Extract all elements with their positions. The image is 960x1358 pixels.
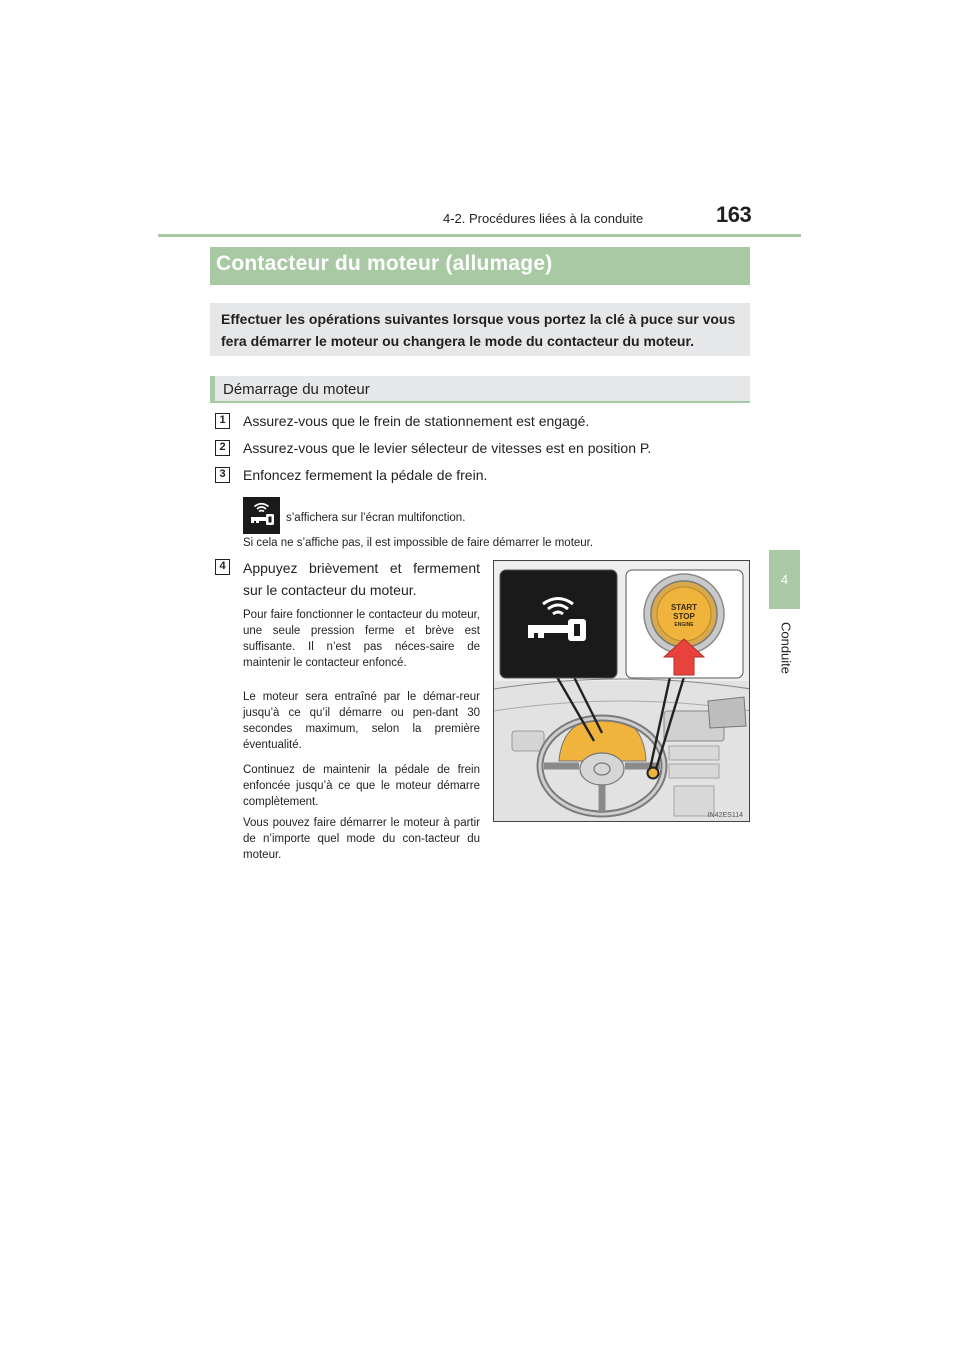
step-number: 2 [215,440,230,456]
start-label: START [670,603,698,612]
section-title-bar [210,247,750,285]
header-divider [158,234,801,237]
stop-label: STOP [673,612,695,621]
header-section-title: 4-2. Procédures liées à la conduite [443,211,644,226]
page-number: 163 [716,202,752,227]
intro-line: fera démarrer le moteur ou changera le mode du contacteur du moteur. [221,333,695,349]
intro-box [210,303,750,356]
chapter-label: Conduite [778,621,794,675]
key-wave-indicator-icon [243,497,280,534]
step4-title [243,557,480,601]
step-text: Enfoncez fermement la pédale de frein. [243,467,488,483]
step-number: 3 [215,467,230,483]
step4-paragraph: Continuez de maintenir la pédale de frein enfoncée jusqu’à ce que le moteur démarre complètement. [243,764,480,808]
step4-title-line: Appuyez brièvement et fermement [243,560,480,576]
figure-code: IN42ES114 [707,812,743,819]
engine-label: ENGINE [674,622,694,628]
step4-paragraph: Vous pouvez faire démarrer le moteur à partir de n’importe quel mode du con-tacteur du moteur. [243,817,480,861]
subsection-bar [210,376,750,403]
step-text: Assurez-vous que le levier sélecteur de vitesses est en position P. [243,440,652,456]
chapter-tab[interactable] [769,550,800,609]
step-number: 1 [215,413,230,429]
intro-line: Effectuer les opérations suivantes lorsque vous portez la clé à puce sur vous [221,311,736,327]
step-number: 4 [215,559,230,575]
step4-title-line: sur le contacteur du moteur. [243,582,417,598]
dashboard-illustration [493,560,750,822]
subsection-title: Démarrage du moteur [223,381,370,398]
subsection-accent [210,376,215,403]
step4-paragraph: Le moteur sera entraîné par le démar-reur jusqu’à ce qu’il démarre ou pen-dant 30 secondes maximum, selon la première éventualité. [243,691,480,751]
indicator-note: s’affichera sur l’écran multifonction. [286,512,466,524]
chapter-number: 4 [780,572,789,587]
warning-note: Si cela ne s’affiche pas, il est impossible de faire démarrer le moteur. [243,537,594,549]
section-title: Contacteur du moteur (allumage) [216,252,553,275]
step-text: Assurez-vous que le frein de stationnement est engagé. [243,413,590,429]
step4-paragraph: Pour faire fonctionner le contacteur du moteur, une seule pression ferme et brève est suffisante. Il n’est pas néces-saire de maintenir le contacteur enfoncé. [243,609,480,669]
